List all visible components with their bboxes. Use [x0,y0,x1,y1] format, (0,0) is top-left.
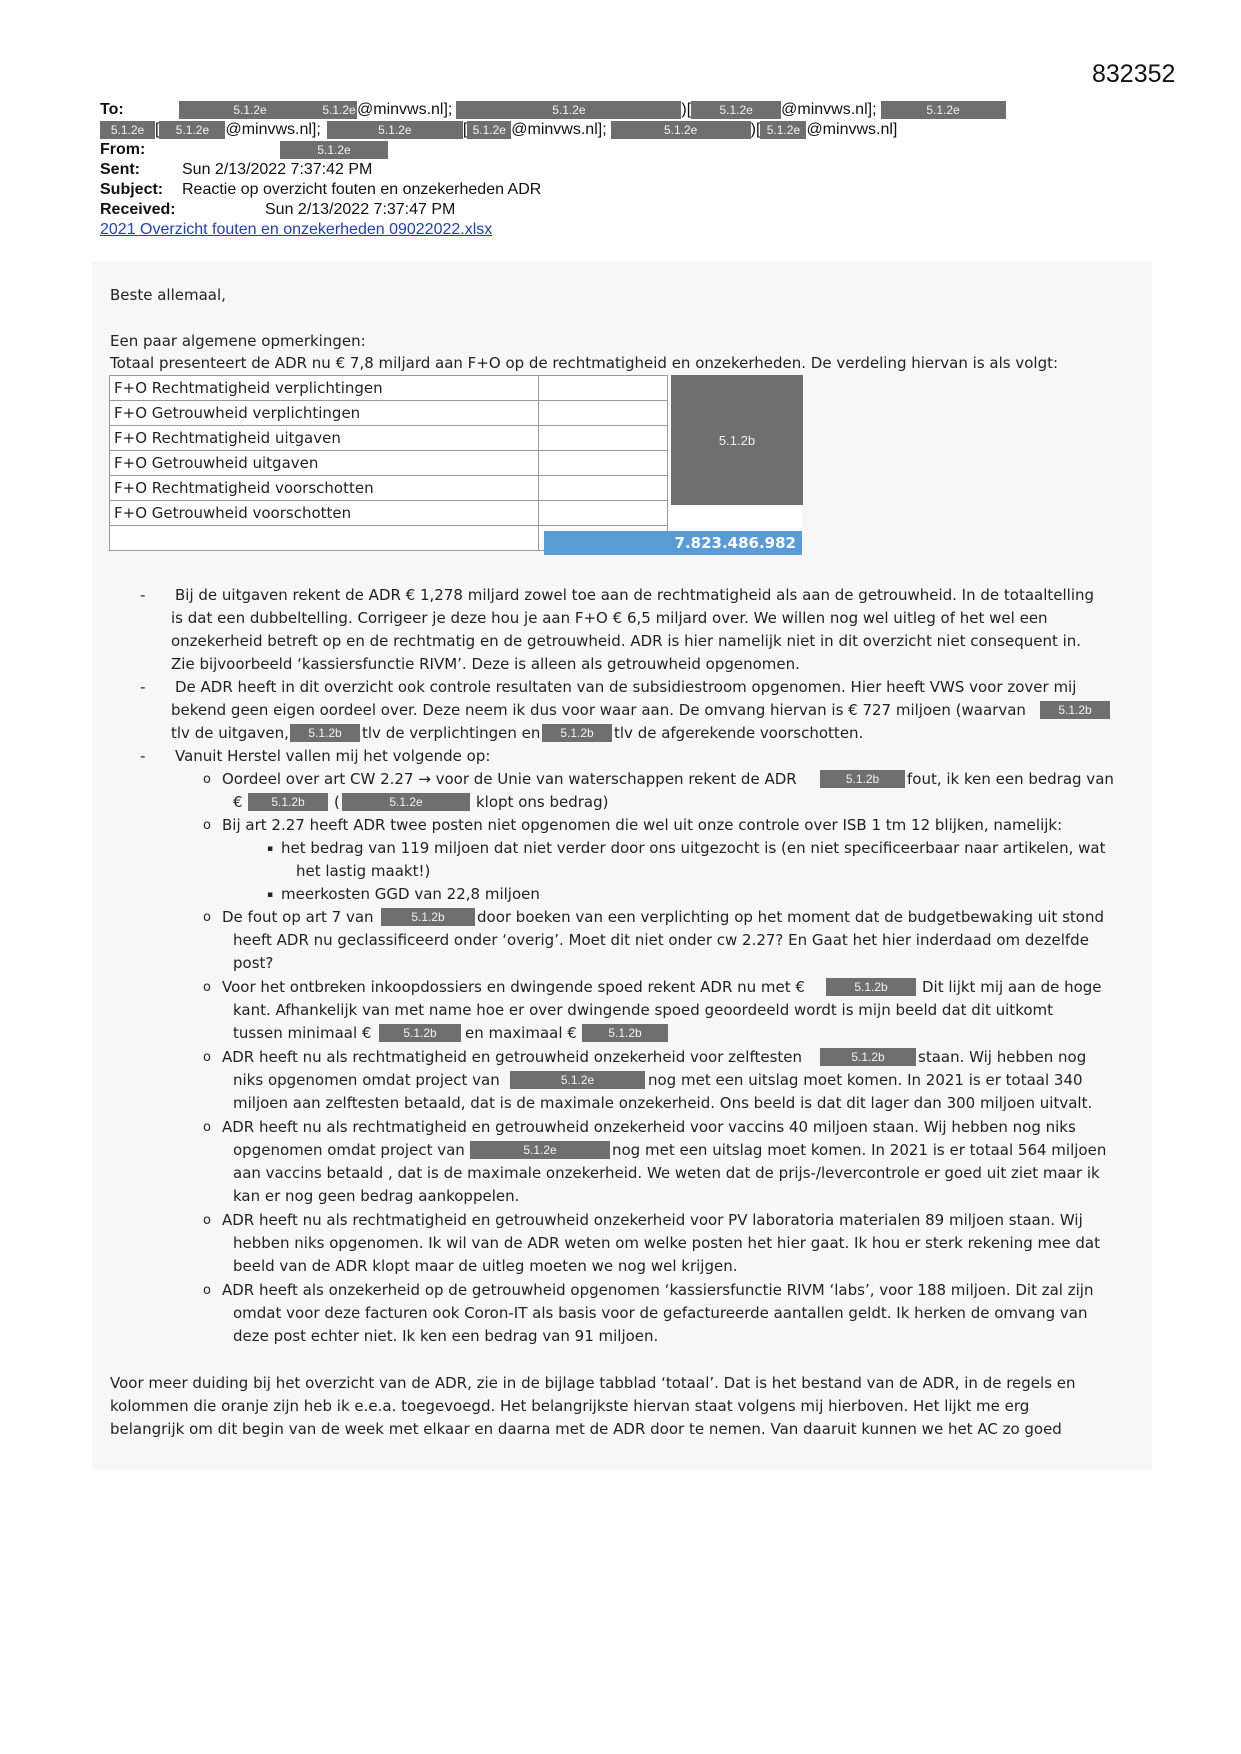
redaction: 5.1.2b [1040,701,1110,719]
paragraph-line: Bij de uitgaven rekent de ADR € 1,278 miljard zowel toe aan de rechtmatigheid als aan de getrouwheid. In de totaaltelling [175,586,1095,604]
received-value: Sun 2/13/2022 7:37:47 PM [265,201,456,218]
bullet-dash: - [140,586,146,604]
email-domain: @minvws.nl]; [781,101,877,118]
paragraph-line: post? [233,954,274,972]
bracket: )[ [750,121,761,138]
bullet-circle: o [203,1120,211,1135]
sent-value: Sun 2/13/2022 7:37:42 PM [182,161,373,178]
redaction: 5.1.2e [467,121,511,139]
received-line [100,200,455,220]
paragraph-line: klopt ons bedrag) [476,793,609,811]
redaction: 5.1.2e [159,121,225,139]
paragraph-line: kant. Afhankelijk van met name hoe er over dwingende spoed geoordeeld wordt is mijn beeld dat dit uitkomt [233,1001,1054,1019]
attachment-link[interactable]: 2021 Overzicht fouten en onzekerheden 09022022.xlsx [100,221,493,238]
email-domain: @minvws.nl]; [511,121,607,138]
paragraph-line: Bij art 2.27 heeft ADR twee posten niet opgenomen die wel uit onze controle over ISB 1 tm 12 blijken, namelijk: [222,816,1063,834]
table-cell: F+O Rechtmatigheid verplichtingen [110,376,539,401]
sent-line [100,160,372,180]
bullet-circle: o [203,1213,211,1228]
closing-line: kolommen die oranje zijn heb ik e.e.a. toegevoegd. Het belangrijkste hiervan staat volgens mij hierboven. Het lijkt me erg [110,1397,1030,1415]
redaction: 5.1.2b [820,1048,916,1066]
bullet-dash: - [140,747,146,765]
redaction: 5.1.2e [179,101,321,119]
bullet-circle: o [203,818,211,833]
paragraph-line: ( [334,793,340,811]
bullet-circle: o [203,910,211,925]
redaction: 5.1.2e [342,793,470,811]
intro-line: Een paar algemene opmerkingen: [110,332,366,350]
greeting: Beste allemaal, [110,286,226,304]
paragraph-line: onzekerheid betreft op en de rechtmatig en de getrouwheid. ADR is hier namelijk niet in dit overzicht niet consequent in. [171,632,1082,650]
redaction: 5.1.2e [280,141,388,159]
redaction: 5.1.2e [760,121,806,139]
paragraph-line: tlv de verplichtingen en [362,724,541,742]
paragraph-line: ADR heeft als onzekerheid op de getrouwheid opgenomen ‘kassiersfunctie RIVM ‘labs’, voor 188 miljoen. Dit zal zijn [222,1281,1094,1299]
redaction-block: 5.1.2b [671,375,803,505]
paragraph-line: tlv de afgerekende voorschotten. [614,724,864,742]
paragraph-line: niks opgenomen omdat project van [233,1071,500,1089]
paragraph-line: Voor het ontbreken inkoopdossiers en dwingende spoed rekent ADR nu met € [222,978,805,996]
redaction: 5.1.2e [327,121,463,139]
closing-line: Voor meer duiding bij het overzicht van de ADR, zie in de bijlage tabblad ‘totaal’. Dat is het bestand van de ADR, in de regels en [110,1374,1076,1392]
paragraph-line: beeld van de ADR klopt maar de uitleg moeten we nog wel krijgen. [233,1257,738,1275]
subject-line [100,180,541,200]
paragraph-line: € [233,793,243,811]
closing-line: belangrijk om dit begin van de week met elkaar en daarna met de ADR door te nemen. Van daaruit kunnen we het AC zo goed [110,1420,1062,1438]
paragraph-line: ADR heeft nu als rechtmatigheid en getrouwheid onzekerheid voor vaccins 40 miljoen staan. Wij hebben nog niks [222,1118,1076,1136]
redaction: 5.1.2e [691,101,781,119]
paragraph-line: aan vaccins betaald , dat is de maximale onzekerheid. We weten dat de prijs-/levercontrole er goed uit ziet maar ik [233,1164,1100,1182]
from-line [100,140,388,160]
redaction: 5.1.2e [611,121,751,139]
subject-label: Subject: [100,181,164,198]
paragraph-line: tussen minimaal € [233,1024,372,1042]
email-domain: @minvws.nl]; [225,121,321,138]
paragraph-line: nog met een uitslag moet komen. In 2021 is er totaal 340 [648,1071,1083,1089]
sent-label: Sent: [100,161,140,178]
paragraph-line: Zie bijvoorbeeld ‘kassiersfunctie RIVM’. Deze is alleen als getrouwheid opgenomen. [171,655,800,673]
paragraph-line: meerkosten GGD van 22,8 miljoen [281,885,540,903]
table-cell: F+O Getrouwheid voorschotten [110,501,539,526]
table-cell: F+O Rechtmatigheid uitgaven [110,426,539,451]
bullet-circle: o [203,1050,211,1065]
redaction: 5.1.2b [379,1024,461,1042]
redaction: 5.1.2e [510,1071,645,1089]
from-label: From: [100,141,146,158]
paragraph-line: Dit lijkt mij aan de hoge [922,978,1102,996]
redaction: 5.1.2b [582,1024,668,1042]
paragraph-line: opgenomen omdat project van [233,1141,465,1159]
paragraph-line: ADR heeft nu als rechtmatigheid en getrouwheid onzekerheid voor PV laboratoria materialen 89 miljoen staan. Wij [222,1211,1083,1229]
table-cell: F+O Getrouwheid verplichtingen [110,401,539,426]
bullet-square: ▪ [267,844,274,854]
paragraph-line: en maximaal € [465,1024,577,1042]
paragraph-line: De ADR heeft in dit overzicht ook controle resultaten van de subsidiestroom opgenomen. Hier heeft VWS voor zover mij [175,678,1077,696]
paragraph-line: bekend geen eigen oordeel over. Deze neem ik dus voor waar aan. De omvang hiervan is € 727 miljoen (waarvan [171,701,1026,719]
redaction: 5.1.2e [881,101,1006,119]
paragraph-line: De fout op art 7 van [222,908,374,926]
bullet-circle: o [203,980,211,995]
table-total: 7.823.486.982 [544,531,802,555]
paragraph-line: kan er nog geen bedrag aankoppelen. [233,1187,520,1205]
to-line-continued [100,120,897,140]
redaction: 5.1.2e [456,101,681,119]
bullet-circle: o [203,772,211,787]
paragraph-line: staan. Wij hebben nog [918,1048,1087,1066]
redaction: 5.1.2b [248,793,328,811]
redaction: 5.1.2b [826,978,916,996]
intro-line: Totaal presenteert de ADR nu € 7,8 miljard aan F+O op de rechtmatigheid en onzekerheden. De verdeling hiervan is als volgt: [110,354,1059,372]
redaction: 5.1.2b [820,770,905,788]
paragraph-line: is dat een dubbeltelling. Corrigeer je deze hou je aan F+O € 6,5 miljard over. We willen nog wel uitleg of het wel een [171,609,1048,627]
table-cell: F+O Getrouwheid uitgaven [110,451,539,476]
paragraph-line: het lastig maakt!) [296,862,431,880]
received-label: Received: [100,201,176,218]
bracket: [ [155,121,160,138]
redaction: 5.1.2e [100,121,155,139]
bracket: [ [462,121,468,138]
paragraph-line: omdat voor deze facturen ook Coron-IT als basis voor de gefactureerde aantallen geldt. Ik herken de omvang van [233,1304,1088,1322]
paragraph-line: ADR heeft nu als rechtmatigheid en getrouwheid onzekerheid voor zelftesten [222,1048,802,1066]
paragraph-line: het bedrag van 119 miljoen dat niet verder door ons uitgezocht is (en niet specificeerbaar naar artikelen, wat [281,839,1106,857]
paragraph-line: heeft ADR nu geclassificeerd onder ‘overig’. Moet dit niet onder cw 2.27? En Gaat het hier inderdaad om dezelfde [233,931,1089,949]
to-label: To: [100,101,124,118]
bracket: )[ [681,101,692,118]
document-number: 832352 [1092,60,1176,88]
table-cell: F+O Rechtmatigheid voorschotten [110,476,539,501]
redaction: 5.1.2e [322,102,356,117]
paragraph-line: hebben niks opgenomen. Ik wil van de ADR weten om welke posten het hier gaat. Ik hou er sterk rekening mee dat [233,1234,1100,1252]
paragraph-line: miljoen aan zelftesten betaald, dat is de maximale onzekerheid. Ons beeld is dat dit lager dan 300 miljoen uitvalt. [233,1094,1093,1112]
email-domain: @minvws.nl]; [357,101,453,118]
redaction: 5.1.2e [470,1141,610,1159]
paragraph-line: fout, ik ken een bedrag van [907,770,1114,788]
redaction: 5.1.2b [542,724,612,742]
bullet-dash: - [140,678,146,696]
email-domain: @minvws.nl] [806,121,898,138]
bullet-square: ▪ [267,890,274,900]
paragraph-line: deze post echter niet. Ik ken een bedrag van 91 miljoen. [233,1327,659,1345]
redaction: 5.1.2b [290,724,360,742]
paragraph-line: door boeken van een verplichting op het moment dat de budgetbewaking uit stond [477,908,1104,926]
subject-value: Reactie op overzicht fouten en onzekerheden ADR [182,181,542,198]
to-line [100,100,1006,120]
paragraph-line: nog met een uitslag moet komen. In 2021 is er totaal 564 miljoen [612,1141,1107,1159]
paragraph-line: tlv de uitgaven, [171,724,289,742]
paragraph-line: Vanuit Herstel vallen mij het volgende op: [175,747,491,765]
bullet-circle: o [203,1283,211,1298]
redaction: 5.1.2b [381,908,475,926]
paragraph-line: Oordeel over art CW 2.27 → voor de Unie van waterschappen rekent de ADR [222,770,797,788]
